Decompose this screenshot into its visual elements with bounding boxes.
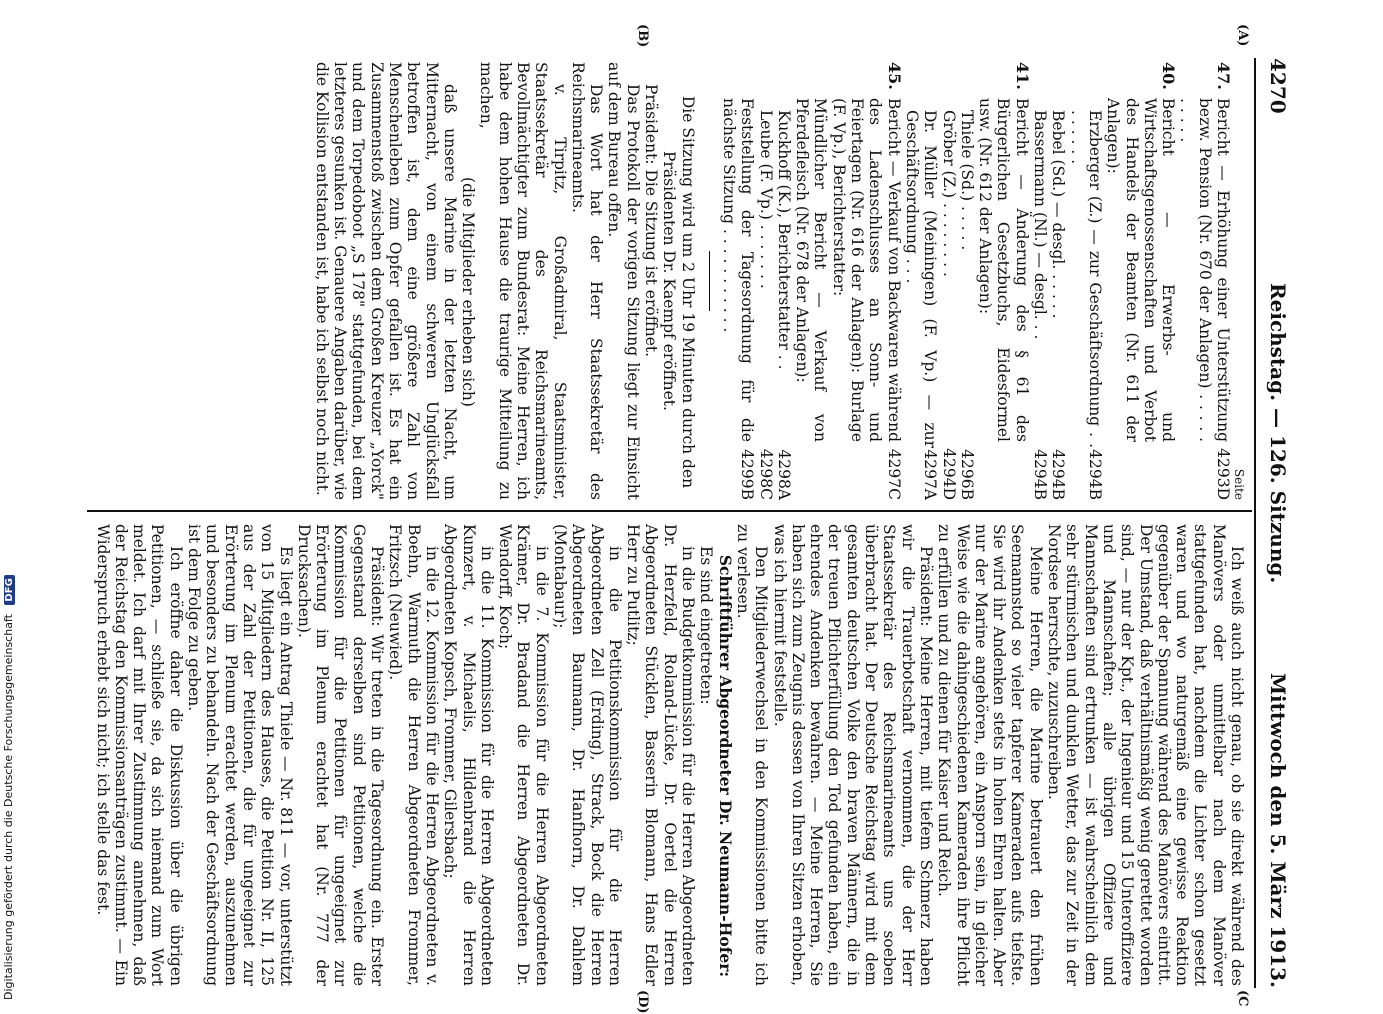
toc-sub-entry <box>1067 62 1104 500</box>
paragraph: Präsident: Die Sitzung ist eröffnet. <box>642 84 661 358</box>
toc-sub-text: Erzberger (Z.) — zur Geschäftsordnung . . . . . . . . <box>1067 110 1104 448</box>
toc-text: Bericht — Erhöhung einer Unterstützung bezw. Pension (Nr. 670 der Anlagen) . . . . . . . . . . <box>1177 98 1232 442</box>
margin-mark-a: (A) <box>1235 24 1250 47</box>
toc-entry <box>793 62 830 500</box>
header-date: Mittwoch den 5. März 1913. <box>1266 672 1290 988</box>
paragraph: in die Petitionskommission für die Herren Abgeordneten Zell (Erding), Strack, Bock die Herren Abgeordneten Baumann, Dr. Hanfhorn, Dr. Dahlem (Montabaur); <box>551 524 624 986</box>
paragraph: Es sind eingetreten: <box>697 546 716 705</box>
stage-direction: (die Mitglieder erheben sich) <box>459 177 478 407</box>
toc-sub-ref: 4294B <box>1085 449 1104 500</box>
toc-sub-ref: 4294D <box>939 448 958 500</box>
toc-sub-entry <box>939 62 957 500</box>
toc-entry <box>1177 62 1232 500</box>
toc-entry <box>1104 62 1177 500</box>
footer-text: Digitalisierung gefördert durch die Deutsche Forschungsgemeinschaft <box>2 614 15 1000</box>
toc-entry <box>720 62 757 500</box>
margin-mark-b: (B) <box>635 24 650 48</box>
toc-sub-text: Bebel (Sd.) — desgl. . . . . . <box>1049 110 1068 319</box>
paragraph: Präsident: Meine Herren, mit tiefem Schmerz haben wir die Trauerbotschaft vernommen, die der Herr Staatssekretär des Reichsmarineamts uns soeben überbracht hat. Der Deutsche Reichstag wird mit dem gesamten deutschen Volke den braven Männern, die in der treuen Pflichterfüllung den Tod gefunden haben, ein ehrendes Andenken bewahren. — Meine Herren, Sie haben sich zum Zeugnis dessen von Ihren Sitzen erhoben, was ich hiermit feststelle. <box>770 524 935 986</box>
toc-number: 47. <box>1214 62 1233 90</box>
toc-number: 45. <box>884 62 904 90</box>
toc-number: 41. <box>1012 62 1032 90</box>
toc-sub-ref: 4294B <box>1031 449 1050 500</box>
page-number: 4270 <box>1266 58 1290 114</box>
toc-sub-entry <box>1031 62 1049 500</box>
header-rule <box>1254 58 1256 988</box>
paragraph: v. Tirpitz, Großadmiral, Staatsminister, Staatssekretär des Reichsmarineamts, Bevollmächtigter zum Bundesrat: Meine Herren, ich habe dem hohen Hause die traurige Mitteilung zu machen, <box>477 62 569 500</box>
toc-sub-entry <box>756 62 774 500</box>
paragraph: daß unsere Marine in der letzten Nacht, um Mitternacht, von einem schweren Unglücksfall betroffen ist, dem eine größere Zahl von Menschenleben zum Opfer gefallen ist. Es hat ein Zusammenstoß zwischen dem Großen Kreuzer „Yorck" und dem Torpedoboot „S 178" stattgefunden, bei dem letzteres gesunken ist. Genauere Angaben darüber, wie die Kollision entstanden ist, habe ich selbst noch nicht. <box>312 62 459 500</box>
digitization-footer <box>2 0 22 1000</box>
paragraph: Präsident: Wir treten in die Tagesordnung ein. Erster Gegenstand derselben sind Petitionen, welche die Kommission für die Petitionen für ungeeignet zur Erörterung im Plenum erachtet hat (Nr. 777 der Drucksachen). <box>294 524 387 986</box>
session-opening: Die Sitzung wird um 2 Uhr 19 Minuten durch den Präsidenten Dr. Kaempf eröffnet. <box>660 95 697 489</box>
toc-text: Bericht — Änderung des § 61 des Bürgerlichen Gesetzbuchs, Eidesformel usw. (Nr. 612 der Anlagen): <box>976 98 1031 442</box>
toc-sub-text: Leube (F. Vp.) . . . . . . . <box>756 110 775 289</box>
toc-page-ref: 4297C <box>884 448 903 500</box>
column-rule <box>87 510 1252 512</box>
toc-text: Mündlicher Bericht — Verkauf von Pferdefleisch (Nr. 678 der Anlagen): <box>793 98 830 442</box>
toc-sub-ref: 4296B <box>957 449 976 500</box>
toc-sub-text: Gröber (Z.) . . . . . . . . <box>939 110 958 277</box>
toc-sub-text: Thiele (Sd.) . . . . . <box>957 110 976 251</box>
toc-sub-text: Bassermann (Nl.) — desgl. . . <box>1031 110 1050 340</box>
paragraph: Das Wort hat der Herr Staatssekretär des Reichsmarineamts. <box>568 62 606 500</box>
toc-sub-entry <box>903 62 940 500</box>
toc-entry <box>829 62 902 500</box>
rotated-content <box>85 24 1290 1014</box>
dfg-logo: DFG <box>4 575 15 604</box>
paragraph: in die 11. Kommission für die Herren Abgeordneten Kunzert, v. Michaelis, Hildenbrand die Herren Abgeordneten Kopsch, Frommer, Gilersbach; <box>441 524 496 986</box>
paragraph: Es liegt ein Antrag Thiele — Nr. 811 — vor, unterstützt von 15 Mitgliedern des Hauses, die Petition Nr. II, 125 aus der Zahl der Petitionen, die für ungeeignet zur Erörterung im Plenum erachtet werden, auszunehmen und besonders zu behandeln. Nach der Geschäftsordnung ist dem Folge zu geben. <box>185 524 295 986</box>
paragraph: Das Protokoll der vorigen Sitzung liegt zur Einsicht auf dem Bureau offen. <box>605 62 642 500</box>
toc-sub-ref: 4294B <box>1049 449 1068 500</box>
paragraph: Den Mitgliederwechsel in den Kommissionen bitte ich zu verlesen. <box>733 524 771 986</box>
right-column <box>93 524 1246 986</box>
paragraph: Meine Herren, die Marine betrauert den frühen Seemannstod so vieler tapferer Kameraden aufs tiefste. Sie wird ihr Andenken stets in hohen Ehren halten. Aber nur der Marine angehören, ein Ansporn sein, in gleicher Weise wie die dahingeschiedenen Kameraden ihre Pflicht zu erfüllen und zu dienen für Kaiser und Reich. <box>935 524 1045 986</box>
toc-text: Bericht — Verkauf von Backwaren während des Ladenschlusses an Sonn- und Feiertagen (Nr. 616 der Anlagen): Burlage (F. Vp.), Berichterstatter: <box>829 98 903 442</box>
toc-sub-entry <box>958 62 976 500</box>
toc-sub-ref: 4298A <box>774 449 793 500</box>
speaker-line: Schriftführer Abgeordneter Dr. Neumann-Hofer: <box>715 554 735 978</box>
toc-text: Feststellung der Tagesordnung für die nächste Sitzung . . . . . . . . . . . <box>719 98 757 442</box>
toc-number: 40. <box>1159 62 1179 90</box>
toc-page-ref: 4293D <box>1214 448 1232 500</box>
header-title: Reichstag. — 126. Sitzung. <box>1266 283 1290 584</box>
paragraph: Ich eröffne daher die Diskussion über die übrigen Petitionen, — schließe sie, da sich niemand zum Wort meldet. Ich darf mit Ihrer Zustimmung annehmen, daß der Reichstag den Kommissionsanträgen zustimmt. — Ein Widerspruch erhebt sich nicht; ich stelle das fest. <box>93 524 185 986</box>
toc-sub-ref: 4297A <box>921 449 940 500</box>
margin-mark-c: (C <box>1235 990 1250 1007</box>
toc-sub-ref: 4298C <box>756 448 775 500</box>
left-column <box>312 62 1246 500</box>
toc-text: Bericht — Erwerbs- und Wirtschaftsgenossenschaften und Verbot des Handels der Beamten (Nr. 611 der Anlagen): <box>1104 98 1178 442</box>
toc-page-ref: 4299B <box>738 449 757 500</box>
seite-label: Seite <box>1232 468 1246 500</box>
running-header <box>1258 58 1290 988</box>
toc-sub-text: Dr. Müller (Meiningen) (F. Vp.) — zur Geschäftsordnung . . . <box>902 110 940 448</box>
toc-sub-entry <box>775 62 793 500</box>
section-divider <box>709 251 710 311</box>
paragraph: in die 7. Kommission für die Herren Abgeordneten Krämer, Dr. Bradand die Herren Abgeordneten Dr. Wendorff, Koch; <box>496 524 551 986</box>
paragraph: in die Budgetkommission für die Herren Abgeordneten Dr. Herzfeld, Roland-Lücke, Dr. Oertel die Herren Abgeordneten Stücklen, Basserin Blomann, Hans Edler Herr zu Putlitz; <box>624 524 698 986</box>
margin-mark-d: (D) <box>635 990 650 1014</box>
toc-entry <box>976 62 1031 500</box>
toc-sub-entry <box>1049 62 1067 500</box>
paragraph: Ich weiß auch nicht genau, ob sie direkt während des Manövers oder unmittelbar nach dem Manöver stattgefunden hat, nachdem die Lichter schon gesetzt waren und wo naturgemäß eine gewisse Reaktion gegenüber der Spannung während des Manövers eintritt. Der Umstand, daß verhältnismäßig wenig gerettet worden sind, — nur der Kpt., der Ingenieur und 15 Unteroffiziere und Mannschaften; alle übrigen Offiziere und Mannschaften sind ertrunken — ist wahrscheinlich dem sehr stürmischen und dunklen Wetter, das zur Zeit in der Nordsee herrschte, zuzuschreiben. <box>1045 524 1246 986</box>
toc-sub-text: Kuckhoff (K.), Berichterstatter . . <box>774 110 793 370</box>
paragraph: in die 12. Kommission für die Herren Abgeordneten v. Boehn, Warmuth die Herren Abgeordneten Frommer, Fritzsch (Neuwied). <box>386 524 441 986</box>
